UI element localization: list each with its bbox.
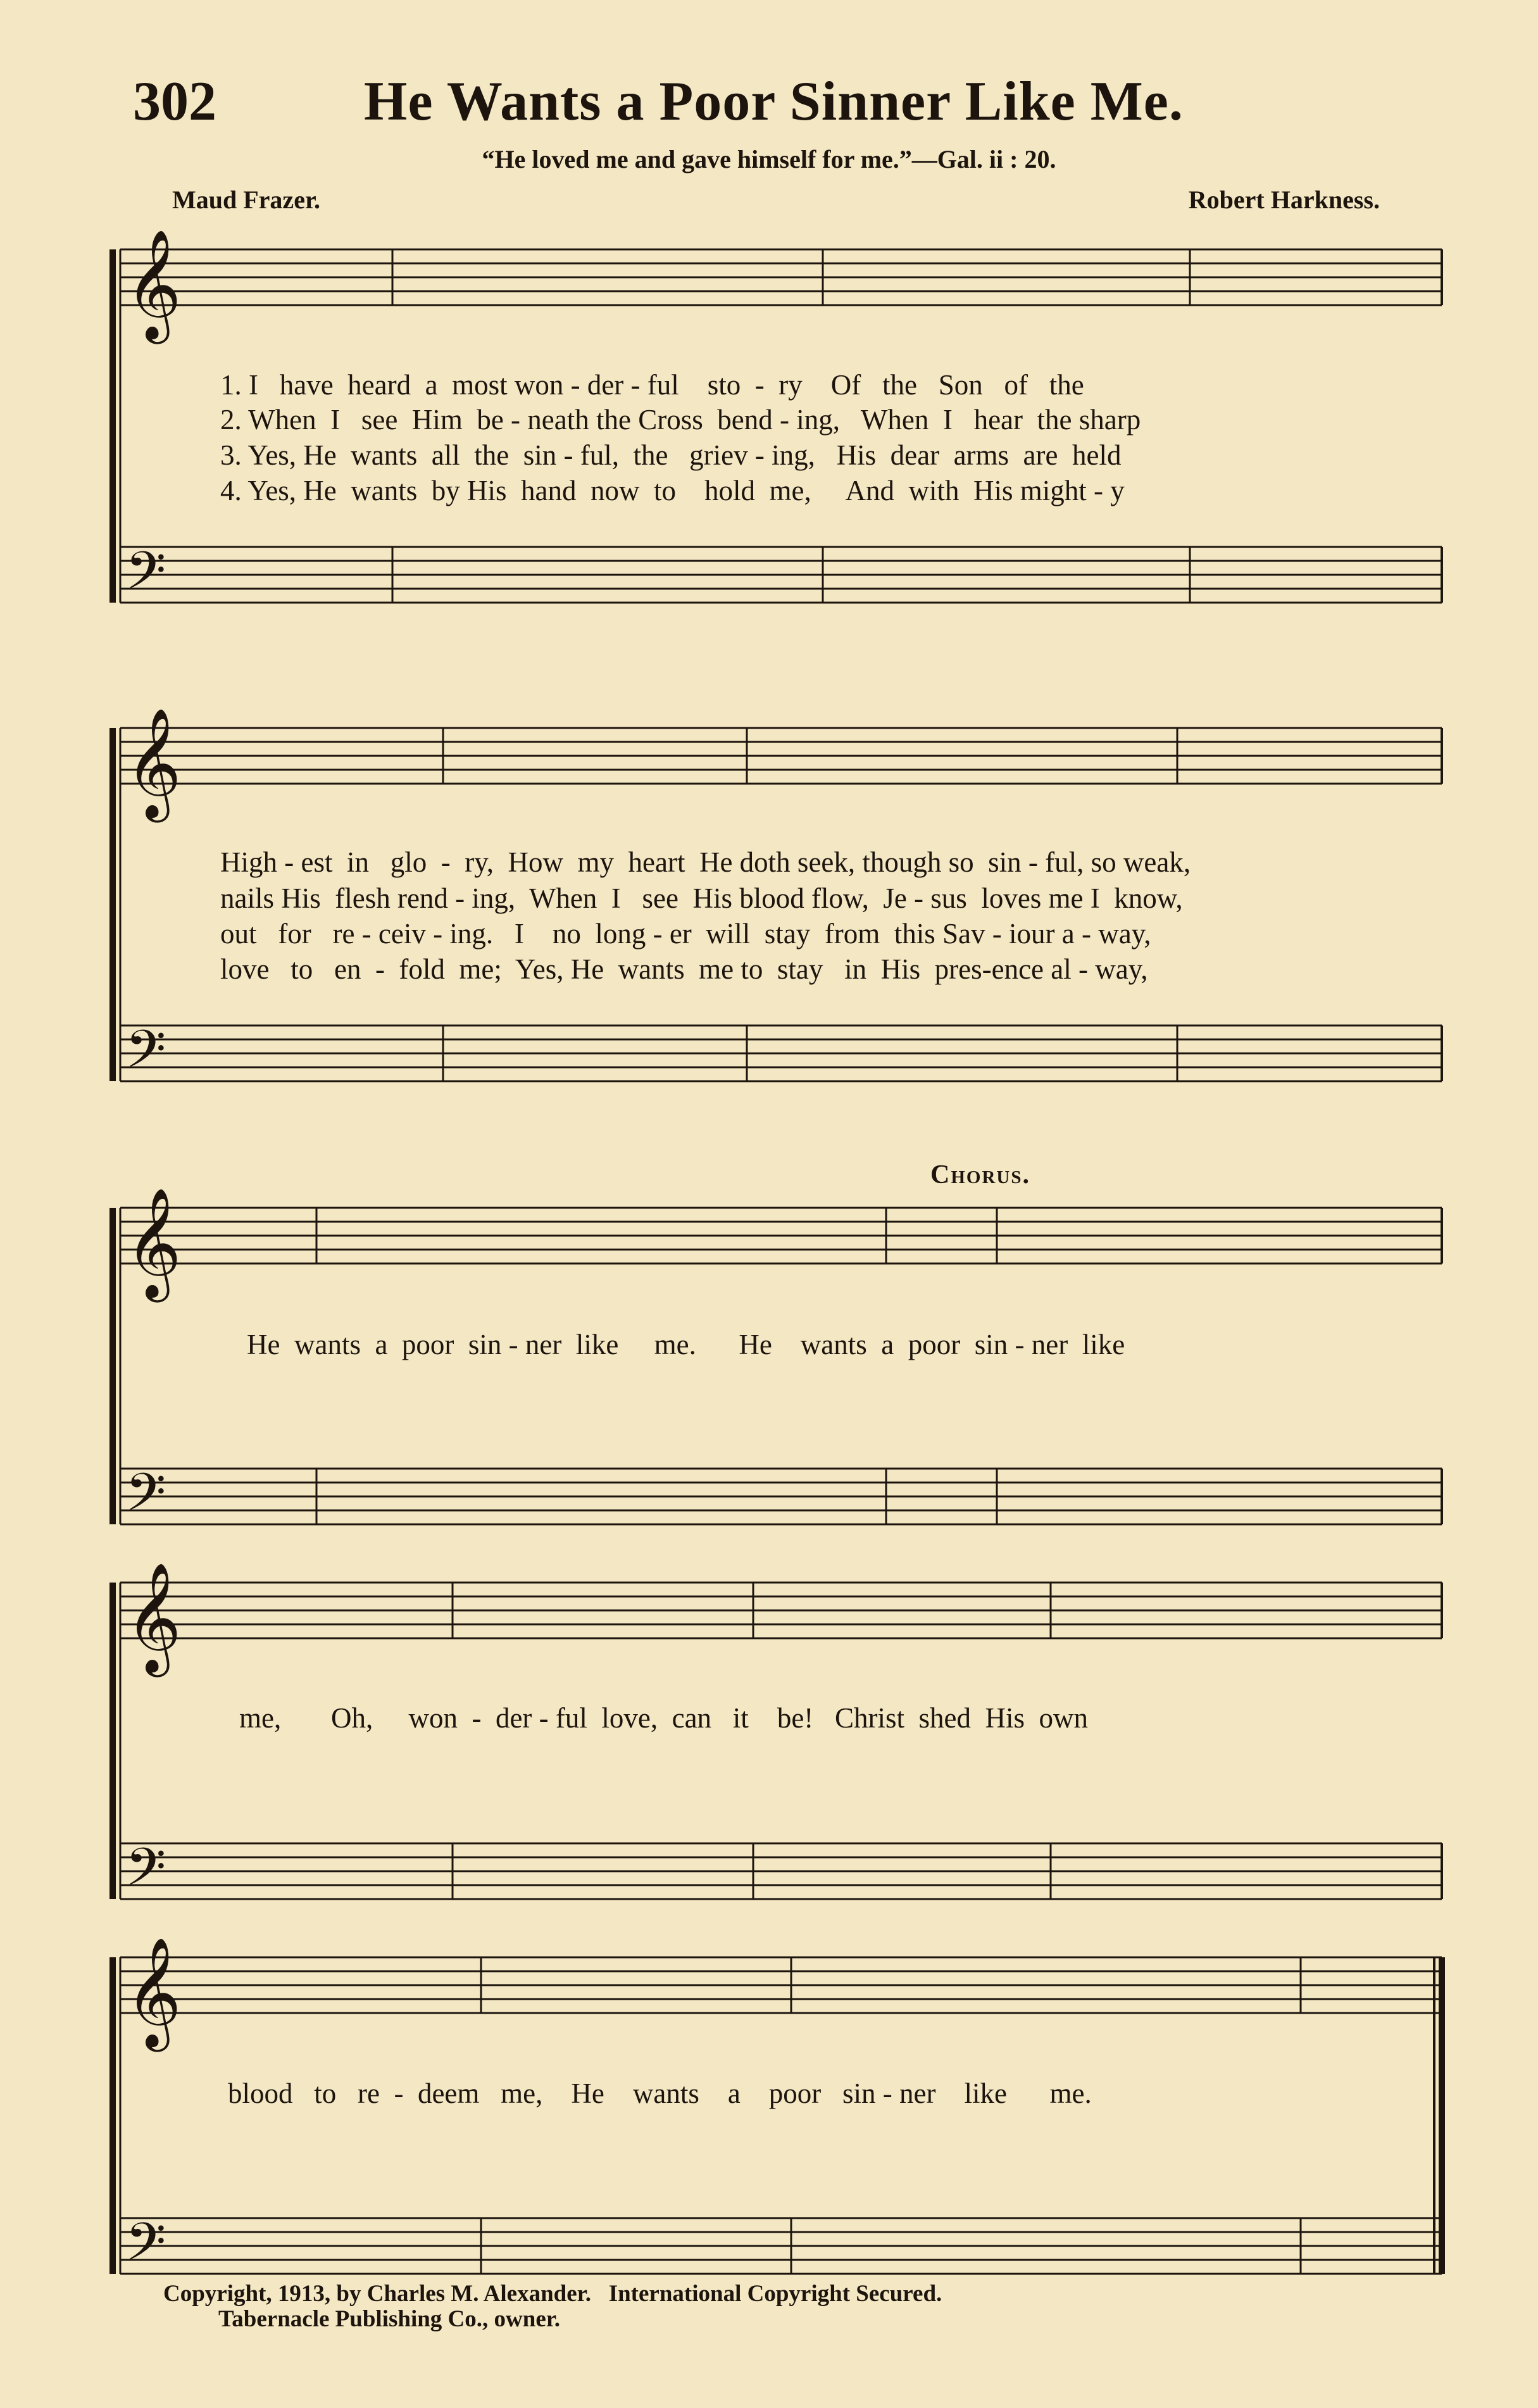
- chorus-label: Chorus.: [930, 1160, 1030, 1189]
- lyric-chorus-line-3: blood to re - deem me, He wants a poor sin - ner like me.: [228, 2078, 1092, 2109]
- lyric-verse-4-line-1: 4. Yes, He wants by His hand now to hold me, And with His might - y: [220, 475, 1125, 506]
- lyric-verse-1-line-1: 1. I have heard a most won - der - ful sto - ry Of the Son of the: [220, 369, 1084, 401]
- lyric-verse-1-line-2: High - est in glo - ry, How my heart He doth seek, though so sin - ful, so weak,: [220, 846, 1191, 878]
- composer-credit: Robert Harkness.: [1188, 185, 1380, 214]
- lyric-verse-2-line-1: 2. When I see Him be - neath the Cross bend - ing, When I hear the sharp: [220, 404, 1141, 436]
- treble-clef-icon: 𝄞: [125, 1188, 182, 1298]
- hymn-number: 302: [133, 71, 216, 132]
- bass-clef-icon: 𝄢: [125, 2211, 166, 2285]
- lyric-verse-2-line-2: nails His flesh rend - ing, When I see His blood flow, Je - sus loves me I know,: [220, 882, 1183, 914]
- lyric-chorus-line-2: me, Oh, won - der - ful love, can it be! Christ shed His own: [239, 1702, 1089, 1734]
- lyric-verse-4-line-2: love to en - fold me; Yes, He wants me to stay in His pres-ence al - way,: [220, 953, 1148, 985]
- treble-clef-icon: 𝄞: [125, 1562, 182, 1672]
- hymn-title: He Wants a Poor Sinner Like Me.: [364, 71, 1184, 132]
- bass-clef-icon: 𝄢: [125, 1019, 166, 1093]
- treble-clef-icon: 𝄞: [125, 229, 182, 339]
- treble-clef-icon: 𝄞: [125, 1937, 182, 2047]
- bass-clef-icon: 𝄢: [125, 1836, 166, 1910]
- copyright-line-1: Copyright, 1913, by Charles M. Alexander. International Copyright Secured.: [163, 2281, 942, 2307]
- lyric-verse-3-line-2: out for re - ceiv - ing. I no long - er will stay from this Sav - iour a - way,: [220, 918, 1151, 950]
- copyright-line-2: Tabernacle Publishing Co., owner.: [218, 2306, 561, 2332]
- lyricist-credit: Maud Frazer.: [172, 185, 321, 214]
- bass-clef-icon: 𝄢: [125, 540, 166, 614]
- treble-clef-icon: 𝄞: [125, 708, 182, 818]
- lyric-verse-3-line-1: 3. Yes, He wants all the sin - ful, the griev - ing, His dear arms are held: [220, 439, 1122, 471]
- scripture-epigraph: “He loved me and gave himself for me.”—Gal. ii : 20.: [482, 145, 1056, 173]
- lyric-chorus-line-1: He wants a poor sin - ner like me. He wants a poor sin - ner like: [247, 1329, 1125, 1360]
- bass-clef-icon: 𝄢: [125, 1462, 166, 1536]
